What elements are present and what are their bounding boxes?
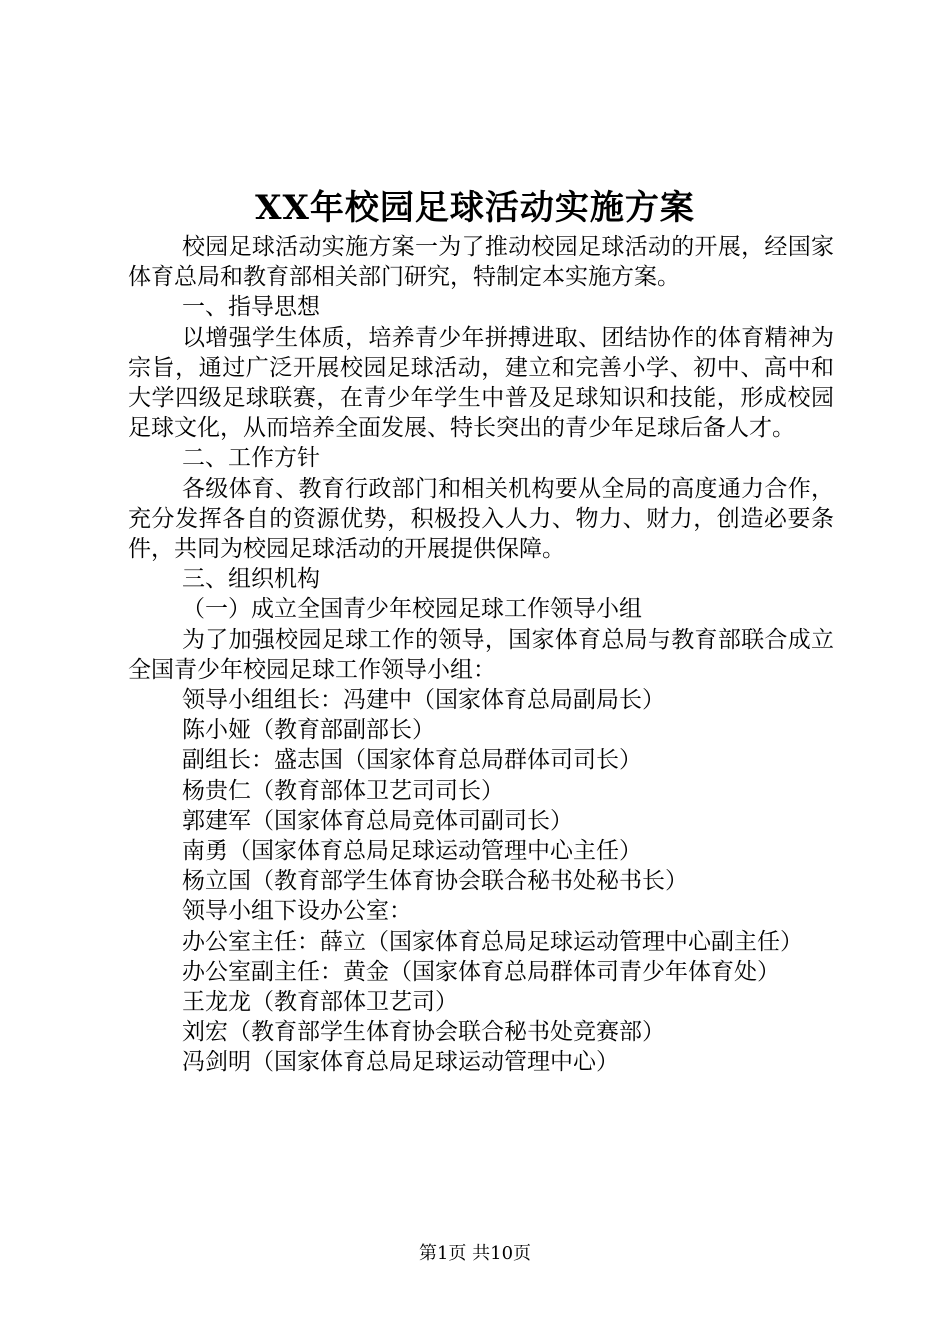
member-line: 副组长：盛志国（国家体育总局群体司司长） [182,747,642,774]
member-line: 冯剑明（国家体育总局足球运动管理中心） [182,1049,619,1076]
office-heading-line: 领导小组下设办公室： [182,898,412,925]
guiding-thought-paragraph: 以增强学生体质，培养青少年拼搏进取、团结协作的体育精神为宗旨，通过广泛开展校园足球活动，建立和完善小学、初中、高中和大学四级足球联赛，在青少年学生中普及足球知识和技能，形成校园足球文化，从而培养全面发展、特长突出的青少年足球后备人才。 [128,324,834,442]
section-heading-work-policy: 二、工作方针 [182,445,320,472]
work-policy-paragraph: 各级体育、教育行政部门和相关机构要从全局的高度通力合作，充分发挥各自的资源优势，积极投入人力、物力、财力，创造必要条件，共同为校园足球活动的开展提供保障。 [128,475,834,563]
document-title: XX年校园足球活动实施方案 [255,188,695,228]
section-heading-organization: 三、组织机构 [182,566,320,593]
member-line: 南勇（国家体育总局足球运动管理中心主任） [182,838,642,865]
document-body [128,232,834,1078]
section-heading-guiding-thought: 一、指导思想 [182,294,320,321]
member-line: 办公室主任：薛立（国家体育总局足球运动管理中心副主任） [182,928,803,955]
member-line: 办公室副主任：黄金（国家体育总局群体司青少年体育处） [182,958,780,985]
subsection-heading-leading-group: （一）成立全国青少年校园足球工作领导小组 [182,596,642,623]
member-line: 郭建军（国家体育总局竞体司副司长） [182,807,573,834]
member-line: 陈小娅（教育部副部长） [182,717,435,744]
member-line: 杨贵仁（教育部体卫艺司司长） [182,777,504,804]
page-number-footer: 第1页 共10页 [418,1243,532,1264]
member-line: 领导小组组长：冯建中（国家体育总局副局长） [182,687,665,714]
leading-group-paragraph: 为了加强校园足球工作的领导，国家体育总局与教育部联合成立全国青少年校园足球工作领导小组： [128,626,834,683]
member-line: 刘宏（教育部学生体育协会联合秘书处竞赛部） [182,1019,665,1046]
intro-paragraph: 校园足球活动实施方案一为了推动校园足球活动的开展，经国家体育总局和教育部相关部门研究，特制定本实施方案。 [128,234,834,291]
member-line: 王龙龙（教育部体卫艺司） [182,989,458,1016]
member-line: 杨立国（教育部学生体育协会联合秘书处秘书长） [182,868,688,895]
